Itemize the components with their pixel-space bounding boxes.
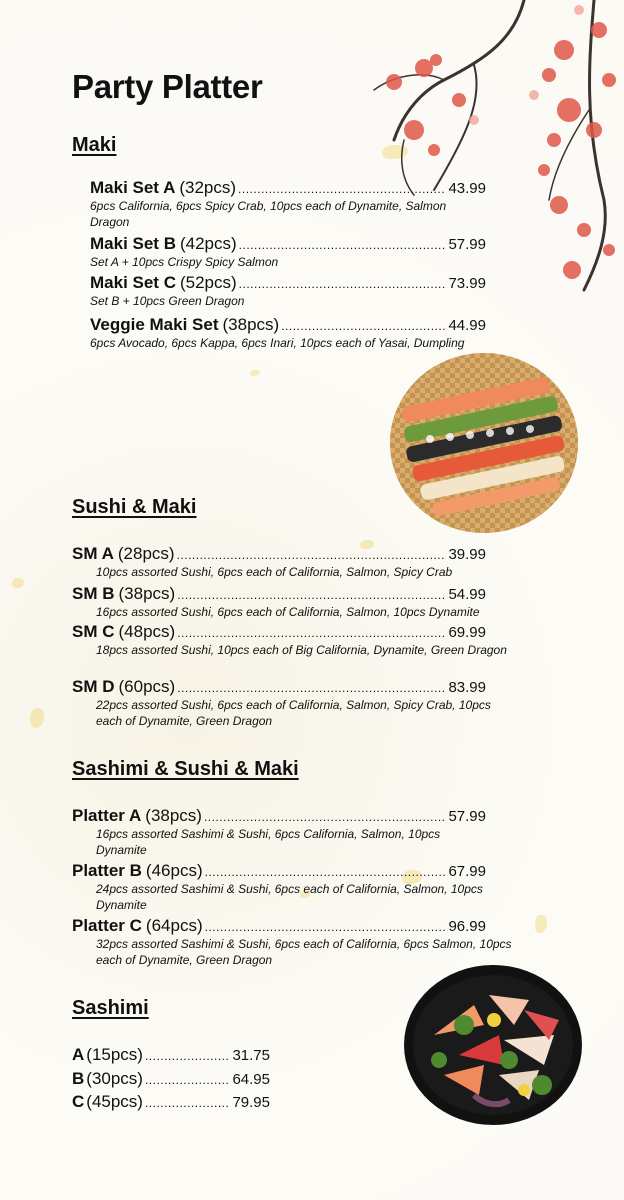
menu-item-platter-a	[72, 806, 486, 858]
item-name: Platter A	[72, 806, 142, 825]
item-price: 57.99	[448, 236, 486, 253]
dot-leader	[177, 626, 446, 640]
item-name: SM D	[72, 677, 115, 696]
item-name: SM A	[72, 544, 114, 563]
dot-leader	[205, 865, 447, 879]
item-count: (64pcs)	[145, 916, 203, 935]
gold-fleck	[535, 915, 547, 933]
gold-fleck	[250, 370, 260, 376]
item-name: Platter C	[72, 916, 142, 935]
item-description: 24pcs assorted Sashimi & Sushi, 6pcs each of California, Salmon, 10pcs Dynamite	[96, 882, 483, 912]
item-description: 22pcs assorted Sushi, 6pcs each of California, Salmon, Spicy Crab, 10pcs each of Dynamite, Green Dragon	[96, 698, 491, 728]
item-description: Set A + 10pcs Crispy Spicy Salmon	[90, 255, 279, 269]
menu-item-maki-set-c	[90, 273, 486, 309]
gold-fleck	[30, 708, 44, 728]
item-count: (38pcs)	[222, 315, 280, 334]
item-price: 43.99	[448, 180, 486, 197]
item-price: 31.75	[232, 1047, 270, 1064]
item-name: A	[72, 1045, 85, 1064]
section-title-sashimi-sushi-maki: Sashimi & Sushi & Maki	[72, 758, 299, 780]
dot-leader	[145, 1096, 230, 1110]
item-price: 83.99	[448, 679, 486, 696]
dot-leader	[239, 238, 447, 252]
item-description: Set B + 10pcs Green Dragon	[90, 294, 245, 308]
item-description: 16pcs assorted Sushi, 6pcs each of California, Salmon, 10pcs Dynamite	[96, 605, 480, 619]
item-name: SM B	[72, 584, 115, 603]
item-price: 39.99	[448, 546, 486, 563]
menu-item-veggie-maki-set	[90, 315, 520, 351]
menu-item-sm-b	[72, 584, 486, 620]
dot-leader	[145, 1073, 230, 1087]
item-price: 79.95	[232, 1094, 270, 1111]
item-name: Maki Set A	[90, 178, 176, 197]
item-description: 18pcs assorted Sushi, 10pcs each of Big California, Dynamite, Green Dragon	[96, 643, 507, 657]
item-count: (52pcs)	[179, 273, 237, 292]
menu-item-sashimi-b	[72, 1069, 270, 1089]
item-count: (60pcs)	[118, 677, 176, 696]
item-description: 6pcs California, 6pcs Spicy Crab, 10pcs each of Dynamite, Salmon Dragon	[90, 199, 447, 229]
item-count: (48pcs)	[118, 622, 176, 641]
dot-leader	[145, 1049, 230, 1063]
item-price: 64.95	[232, 1071, 270, 1088]
dot-leader	[238, 182, 446, 196]
item-description: 6pcs Avocado, 6pcs Kappa, 6pcs Inari, 10pcs each of Yasai, Dumpling	[90, 336, 465, 350]
item-price: 69.99	[448, 624, 486, 641]
item-name: Veggie Maki Set	[90, 315, 219, 334]
dot-leader	[239, 277, 447, 291]
item-description: 10pcs assorted Sushi, 6pcs each of California, Salmon, Spicy Crab	[96, 565, 453, 579]
maki-platter-image	[390, 353, 578, 533]
section-title-maki: Maki	[72, 134, 117, 156]
dot-leader	[204, 810, 446, 824]
item-count: (45pcs)	[86, 1092, 143, 1111]
gold-fleck	[12, 578, 24, 588]
item-count: (28pcs)	[117, 544, 175, 563]
item-price: 73.99	[448, 275, 486, 292]
menu-item-platter-c	[72, 916, 512, 968]
item-price: 96.99	[448, 918, 486, 935]
dot-leader	[177, 588, 446, 602]
item-price: 44.99	[448, 317, 486, 334]
item-name: SM C	[72, 622, 115, 641]
dot-leader	[205, 920, 447, 934]
section-title-sushi-maki: Sushi & Maki	[72, 496, 197, 518]
dot-leader	[177, 548, 447, 562]
item-name: Maki Set B	[90, 234, 176, 253]
item-description: 32pcs assorted Sashimi & Sushi, 6pcs each of California, 6pcs Salmon, 10pcs each of Dynamite, Green Dragon	[96, 937, 512, 967]
menu-item-sm-c	[72, 622, 507, 658]
item-count: (38pcs)	[145, 806, 202, 825]
page-title: Party Platter	[72, 68, 263, 105]
menu-item-sashimi-c	[72, 1092, 270, 1112]
menu-item-sm-d	[72, 677, 491, 729]
item-count: (30pcs)	[86, 1069, 143, 1088]
menu-item-platter-b	[72, 861, 486, 913]
item-count: (38pcs)	[118, 584, 176, 603]
item-count: (46pcs)	[145, 861, 203, 880]
item-name: Platter B	[72, 861, 142, 880]
menu-item-maki-set-a	[90, 178, 486, 230]
item-description: 16pcs assorted Sashimi & Sushi, 6pcs California, Salmon, 10pcs Dynamite	[96, 827, 441, 857]
menu-item-maki-set-b	[90, 234, 486, 270]
sashimi-platter-image	[404, 965, 582, 1125]
item-price: 54.99	[448, 586, 486, 603]
item-count: (15pcs)	[86, 1045, 143, 1064]
section-title-sashimi: Sashimi	[72, 997, 149, 1019]
item-price: 57.99	[448, 808, 486, 825]
menu-item-sm-a	[72, 544, 486, 580]
item-count: (32pcs)	[179, 178, 237, 197]
menu-item-sashimi-a	[72, 1045, 270, 1065]
dot-leader	[281, 319, 446, 333]
item-name: Maki Set C	[90, 273, 176, 292]
dot-leader	[177, 681, 446, 695]
item-name: C	[72, 1092, 85, 1111]
item-name: B	[72, 1069, 85, 1088]
item-count: (42pcs)	[179, 234, 237, 253]
item-price: 67.99	[448, 863, 486, 880]
